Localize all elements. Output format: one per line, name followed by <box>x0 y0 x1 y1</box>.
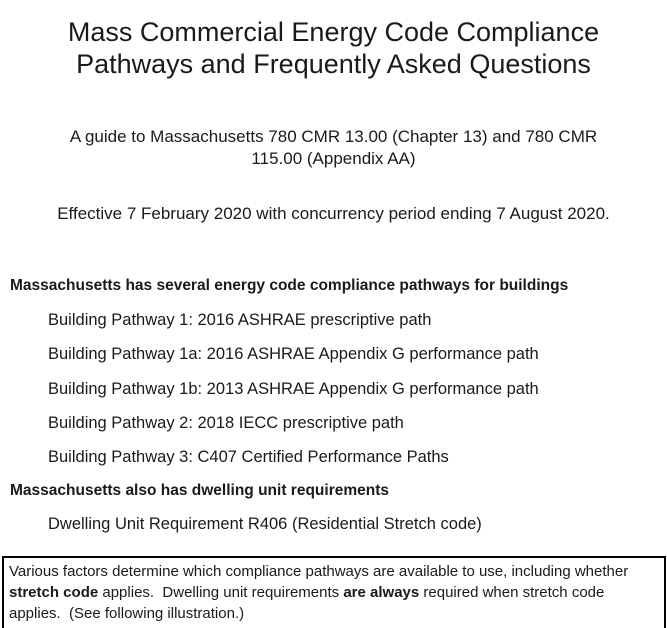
guide-subtitle: A guide to Massachusetts 780 CMR 13.00 (Chapter 13) and 780 CMR 115.00 (Appendix AA) <box>69 127 598 169</box>
effective-date-line: Effective 7 February 2020 with concurrency period ending 7 August 2020. <box>57 204 610 223</box>
note-text-part2: applies. Dwelling unit requirements <box>98 584 344 601</box>
list-item-pathway-1: Building Pathway 1: 2016 ASHRAE prescriptive path <box>48 311 432 329</box>
list-item-pathway-1b: Building Pathway 1b: 2013 ASHRAE Appendix G performance path <box>48 380 539 398</box>
note-box <box>2 556 666 628</box>
note-bold-stretch-code: stretch code <box>9 584 99 601</box>
list-item-pathway-1a: Building Pathway 1a: 2016 ASHRAE Appendix G performance path <box>48 345 539 363</box>
section-heading-dwelling-unit: Massachusetts also has dwelling unit requirements <box>10 482 389 499</box>
note-text-part3: required when stretch code applies. (See following illustration.) <box>9 584 609 622</box>
note-text-part1: Various factors determine which compliance pathways are available to use, including whether <box>9 563 633 580</box>
note-bold-are-always: are always <box>343 584 420 601</box>
section-heading-compliance-pathways: Massachusetts has several energy code compliance pathways for buildings <box>10 277 569 294</box>
list-item-dwelling-r406: Dwelling Unit Requirement R406 (Residential Stretch code) <box>48 515 482 533</box>
list-item-pathway-2: Building Pathway 2: 2018 IECC prescriptive path <box>48 414 404 432</box>
page-title: Mass Commercial Energy Code Compliance Pathways and Frequently Asked Questions <box>67 17 600 80</box>
list-item-pathway-3: Building Pathway 3: C407 Certified Performance Paths <box>48 448 449 466</box>
